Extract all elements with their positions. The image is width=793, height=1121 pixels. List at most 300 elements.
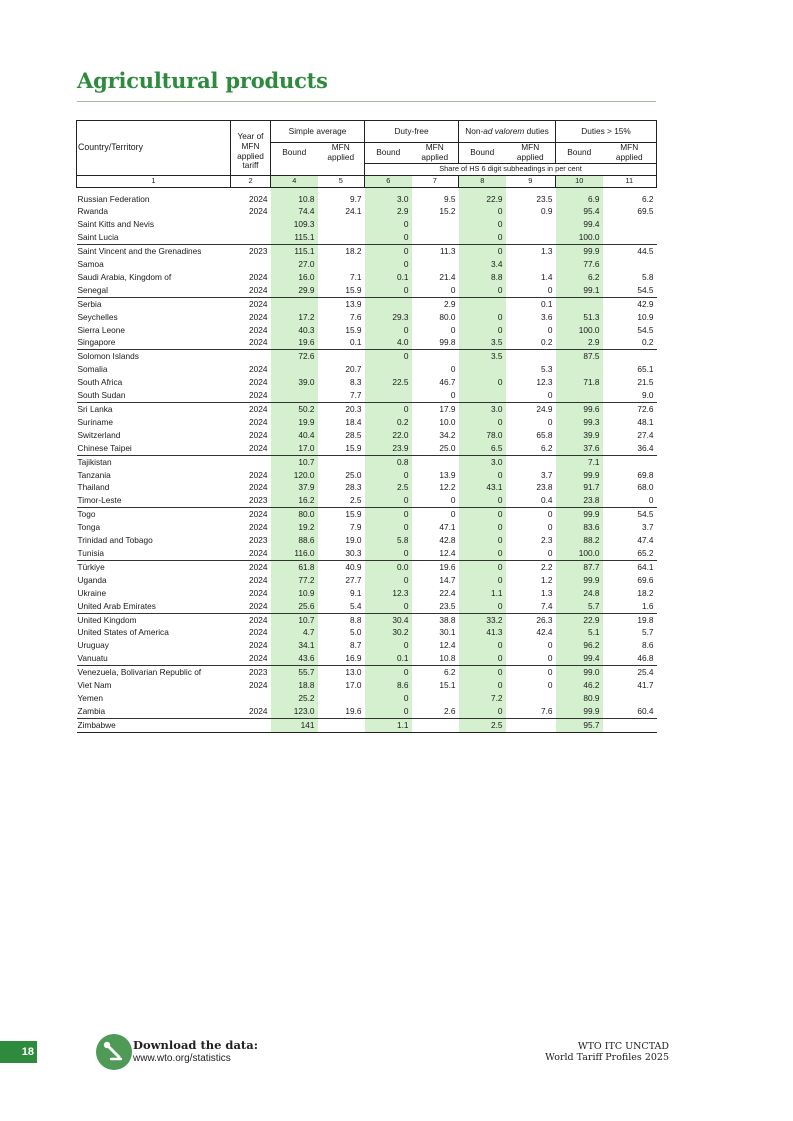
cell-mfn-gt15: 27.4 [637,429,654,440]
table-row [77,587,657,600]
cell-mfn-simple: 0.1 [318,336,365,349]
cell-bound-nav: 0 [459,508,506,521]
cell-bound-nav: 0 [459,679,506,692]
table-row [77,403,657,416]
col-num-6: 6 [365,175,412,187]
cell-mfn-gt15: 42.9 [637,298,654,309]
cell-bound-simple: 29.9 [271,284,318,297]
cell-mfn-dutyfree [412,258,459,271]
cell-mfn-dutyfree: 99.8 [412,336,459,349]
header-year-of: Year of [231,121,271,143]
cell-mfn-nav: 0.2 [506,336,556,349]
cell-mfn-gt15: 9.0 [603,389,657,402]
cell-bound-dutyfree: 22.5 [365,376,412,389]
cell-bound-dutyfree: 0 [365,231,412,244]
cell-year: 2024 [249,364,268,375]
cell-mfn-gt15: 68.0 [637,482,654,493]
cell-mfn-gt15: 41.7 [637,680,654,691]
cell-mfn-simple: 28.3 [345,482,362,493]
cell-mfn-simple: 13.9 [345,298,362,309]
cell-bound-gt15 [556,363,603,376]
cell-mfn-simple: 20.7 [345,364,362,375]
table-row [77,218,657,231]
cell-year: 2024 [249,627,268,638]
cell-bound-dutyfree: 0 [365,705,412,718]
cell-mfn-gt15: 3.7 [641,522,654,533]
col-num-9: 9 [506,175,556,187]
cell-year: 2024 [249,614,268,625]
table-row [77,284,657,297]
cell-mfn-dutyfree [412,218,459,231]
cell-bound-simple: 10.7 [271,613,318,626]
cell-country: Tunisia [77,547,231,560]
cell-bound-dutyfree: 0 [365,469,412,482]
table-row [77,324,657,337]
cell-bound-nav: 0 [459,376,506,389]
table-row [77,297,657,310]
cell-mfn-gt15: 0.2 [603,336,657,349]
cell-country: Zambia [77,705,231,718]
cell-mfn-gt15: 8.6 [641,640,654,651]
cell-mfn-dutyfree [412,350,459,363]
cell-mfn-simple: 40.9 [345,561,362,572]
cell-mfn-dutyfree [412,692,459,705]
cell-year [231,231,271,244]
table-row [77,639,657,652]
cell-mfn-gt15: 5.8 [641,271,654,282]
cell-mfn-dutyfree: 10.0 [439,416,456,427]
cell-mfn-gt15: 10.9 [637,311,654,322]
cell-bound-nav: 2.5 [459,718,506,732]
cell-bound-nav: 3.5 [459,336,506,349]
cell-bound-nav: 0 [459,245,506,258]
cell-country: Türkiye [77,561,105,572]
cell-bound-gt15: 99.9 [556,469,603,482]
cell-mfn-nav: 2.3 [540,535,553,546]
cell-bound-nav: 41.3 [459,626,506,639]
cell-bound-nav: 0 [459,521,506,534]
cell-bound-gt15: 37.6 [556,442,603,455]
cell-mfn-simple [318,218,365,231]
cell-bound-nav [459,363,506,376]
cell-bound-gt15: 5.1 [556,626,603,639]
cell-country: Yemen [77,692,104,703]
cell-country: Uganda [77,574,107,585]
cell-bound-simple: 37.9 [271,481,318,494]
cell-mfn-gt15: 18.2 [637,587,654,598]
cell-year: 2024 [249,469,268,480]
cell-mfn-simple: 19.6 [318,705,365,718]
cell-country: Sri Lanka [77,404,113,414]
cell-mfn-gt15: 65.1 [637,364,654,375]
cell-bound-gt15: 99.6 [556,403,603,416]
cell-bound-simple: 109.3 [271,218,318,231]
cell-bound-simple: 116.0 [271,547,318,560]
col-num-4: 4 [271,175,318,187]
cell-bound-dutyfree: 0.0 [365,560,412,573]
cell-mfn-dutyfree: 42.8 [439,535,456,546]
cell-mfn-gt15: 47.4 [637,535,654,546]
table-row [77,429,657,442]
cell-bound-gt15: 95.7 [556,718,603,732]
table-row [77,494,657,507]
download-icon[interactable] [95,1033,133,1071]
cell-bound-dutyfree: 0.1 [365,652,412,665]
cell-year: 2024 [249,404,268,414]
cell-bound-nav: 22.9 [459,193,506,206]
cell-mfn-dutyfree: 34.2 [439,429,456,440]
cell-bound-dutyfree: 0 [365,258,412,271]
cell-mfn-nav: 1.3 [540,587,553,598]
cell-bound-simple [271,389,318,402]
cell-bound-gt15: 87.7 [556,560,603,573]
table-row [77,231,657,244]
cell-bound-nav: 0 [459,231,506,244]
cell-mfn-simple: 28.5 [345,429,362,440]
cell-year [231,350,271,363]
header-duties-over-15: Duties > 15% [556,121,657,143]
cell-bound-simple: 61.8 [271,560,318,573]
cell-mfn-nav: 0 [547,640,553,651]
cell-mfn-dutyfree: 22.4 [439,587,456,598]
cell-country: United Arab Emirates [77,600,231,613]
cell-bound-nav: 0 [459,218,506,231]
cell-mfn-dutyfree: 21.4 [439,271,456,282]
cell-mfn-simple: 7.7 [318,389,365,402]
cell-bound-nav: 3.0 [459,403,506,416]
cell-bound-simple: 50.2 [271,403,318,416]
cell-bound-gt15: 88.2 [556,534,603,547]
cell-mfn-nav: 3.7 [540,469,553,480]
cell-bound-nav [459,297,506,310]
cell-year [231,455,271,468]
cell-mfn-gt15: 0 [603,494,657,507]
cell-mfn-gt15: 36.4 [603,442,657,455]
cell-bound-dutyfree: 23.9 [365,442,412,455]
cell-bound-dutyfree: 0 [365,521,412,534]
cell-bound-simple: 25.6 [271,600,318,613]
page-title: Agricultural products [77,68,328,93]
cell-mfn-simple: 15.9 [318,442,365,455]
cell-mfn-dutyfree: 9.5 [443,193,456,204]
cell-bound-simple: 19.6 [271,336,318,349]
cell-year: 2024 [249,298,268,309]
cell-mfn-gt15: 54.5 [637,509,654,520]
cell-bound-nav: 43.1 [459,481,506,494]
cell-bound-gt15: 96.2 [556,639,603,652]
cell-mfn-simple [318,350,365,363]
cell-bound-simple [271,297,318,310]
cell-bound-simple: 19.2 [271,521,318,534]
table-row [77,258,657,271]
cell-bound-nav: 0 [459,574,506,587]
cell-bound-simple: 40.4 [271,429,318,442]
cell-bound-nav: 7.2 [459,692,506,705]
cell-mfn-simple: 15.9 [345,509,362,520]
cell-bound-simple: 120.0 [271,469,318,482]
cell-bound-simple: 55.7 [271,666,318,679]
cell-mfn-nav: 7.4 [506,600,556,613]
cell-bound-nav: 0 [459,205,506,218]
cell-bound-simple: 40.3 [271,324,318,337]
cell-year: 2024 [249,324,268,335]
cell-mfn-gt15: 60.4 [603,705,657,718]
cell-country: Trinidad and Tobago [77,535,153,546]
cell-bound-gt15: 99.0 [556,666,603,679]
cell-mfn-dutyfree: 14.7 [439,574,456,585]
cell-country: Sierra Leone [77,324,126,335]
cell-mfn-nav: 0 [547,324,553,335]
cell-year: 2023 [249,667,268,678]
cell-bound-dutyfree: 0 [365,403,412,416]
cell-mfn-simple [318,258,365,271]
cell-mfn-gt15: 44.5 [637,246,654,257]
cell-bound-dutyfree: 4.0 [365,336,412,349]
cell-mfn-dutyfree: 12.4 [439,640,456,651]
cell-year: 2024 [249,482,268,493]
cell-bound-dutyfree: 30.4 [365,613,412,626]
cell-bound-gt15: 5.7 [556,600,603,613]
cell-bound-nav: 0 [459,666,506,679]
cell-mfn-nav: 7.6 [506,705,556,718]
cell-bound-gt15: 87.5 [556,350,603,363]
cell-mfn-gt15 [603,455,657,468]
col-num-7: 7 [412,175,459,187]
cell-year: 2024 [231,442,271,455]
cell-mfn-gt15 [603,231,657,244]
cell-bound-nav: 3.5 [459,350,506,363]
cell-country: Saint Lucia [77,231,231,244]
cell-year: 2024 [249,271,268,282]
cell-mfn-gt15 [603,718,657,732]
cell-bound-gt15: 51.3 [556,311,603,324]
cell-mfn-gt15: 46.8 [603,652,657,665]
cell-year: 2024 [231,284,271,297]
cell-year: 2024 [249,574,268,585]
cell-mfn-dutyfree: 17.9 [439,404,456,414]
publication-info [545,1041,669,1063]
cell-bound-gt15: 80.9 [556,692,603,705]
cell-bound-dutyfree: 5.8 [365,534,412,547]
table-row [77,692,657,705]
cell-mfn-nav: 65.8 [536,429,553,440]
cell-country: Venezuela, Bolivarian Republic of [77,667,202,678]
cell-bound-dutyfree: 29.3 [365,311,412,324]
cell-mfn-simple: 18.4 [345,416,362,427]
cell-country: Solomon Islands [77,351,139,362]
cell-mfn-nav [506,231,556,244]
title-divider [77,101,656,102]
cell-bound-dutyfree [365,363,412,376]
cell-year: 2024 [249,206,268,217]
cell-year: 2024 [249,311,268,322]
table-row [77,652,657,665]
cell-mfn-simple: 15.9 [318,284,365,297]
cell-mfn-simple: 9.7 [349,193,362,204]
cell-mfn-simple: 5.0 [349,627,362,638]
table-row [77,245,657,258]
cell-bound-simple: 39.0 [271,376,318,389]
cell-mfn-nav: 0 [506,389,556,402]
cell-bound-dutyfree: 2.5 [365,481,412,494]
cell-bound-nav: 0 [459,469,506,482]
cell-mfn-nav: 24.9 [536,404,553,414]
header-country: Country/Territory [77,121,231,176]
cell-mfn-dutyfree: 0 [412,284,459,297]
cell-country: Serbia [77,298,102,309]
cell-mfn-gt15: 69.6 [637,574,654,585]
table-row [77,718,657,732]
cell-year: 2023 [249,246,268,257]
cell-bound-simple: 72.6 [271,350,318,363]
table-row [77,205,657,218]
table-row [77,271,657,284]
cell-mfn-dutyfree [412,455,459,468]
cell-country: Saudi Arabia, Kingdom of [77,271,172,282]
cell-bound-gt15: 99.1 [556,284,603,297]
cell-mfn-simple: 2.5 [318,494,365,507]
cell-mfn-simple [318,455,365,468]
table-row [77,363,657,376]
cell-mfn-simple: 8.7 [349,640,362,651]
cell-mfn-gt15 [603,218,657,231]
cell-bound-dutyfree: 2.9 [365,205,412,218]
cell-year [231,218,271,231]
cell-mfn-dutyfree: 25.0 [412,442,459,455]
cell-year [231,258,271,271]
cell-bound-nav: 0 [459,416,506,429]
cell-mfn-nav: 0 [547,680,553,691]
table-row [77,547,657,560]
cell-mfn-dutyfree: 46.7 [439,377,456,388]
cell-bound-nav: 0 [459,560,506,573]
cell-bound-gt15: 99.9 [556,508,603,521]
cell-mfn-nav: 0 [506,547,556,560]
cell-country: Tajikistan [77,456,112,467]
cell-bound-gt15: 100.0 [556,324,603,337]
col-num-2: 2 [231,175,271,187]
table-row [77,455,657,468]
cell-mfn-simple: 5.4 [318,600,365,613]
cell-mfn-nav: 0 [506,652,556,665]
cell-year: 2024 [249,429,268,440]
cell-bound-gt15: 7.1 [556,455,603,468]
cell-bound-gt15: 100.0 [556,231,603,244]
cell-country: Somalia [77,364,108,375]
cell-mfn-gt15: 54.5 [603,284,657,297]
cell-bound-nav: 78.0 [459,429,506,442]
cell-bound-simple: 19.9 [271,416,318,429]
cell-mfn-nav [506,455,556,468]
cell-country: Seychelles [77,311,118,322]
cell-bound-nav: 0 [459,324,506,337]
cell-bound-gt15: 39.9 [556,429,603,442]
download-link[interactable]: www.wto.org/statistics [133,1053,231,1064]
cell-bound-gt15: 99.4 [556,218,603,231]
table-row [77,193,657,206]
cell-bound-gt15 [556,297,603,310]
col-num-10: 10 [556,175,603,187]
tariff-table-container [76,120,656,733]
cell-bound-dutyfree: 0 [365,284,412,297]
cell-bound-gt15: 24.8 [556,587,603,600]
cell-bound-simple: 25.2 [271,692,318,705]
cell-mfn-gt15: 5.7 [641,627,654,638]
cell-year: 2024 [231,705,271,718]
cell-country: South Africa [77,377,123,388]
cell-bound-nav: 0 [459,311,506,324]
cell-country: Saint Vincent and the Grenadines [77,246,202,257]
cell-bound-dutyfree: 0.2 [365,416,412,429]
publisher: WTO ITC UNCTAD [577,1041,669,1052]
cell-mfn-gt15: 1.6 [603,600,657,613]
cell-bound-simple: 141 [271,718,318,732]
cell-bound-nav: 0 [459,600,506,613]
cell-bound-gt15: 71.8 [556,376,603,389]
table-row [77,336,657,349]
cell-mfn-nav: 42.4 [536,627,553,638]
cell-bound-nav: 0 [459,639,506,652]
cell-mfn-nav: 1.2 [540,574,553,585]
cell-mfn-nav: 0 [547,509,553,520]
table-row [77,311,657,324]
cell-mfn-gt15: 72.6 [637,404,654,414]
cell-year: 2024 [231,600,271,613]
cell-country: Tonga [77,522,101,533]
cell-mfn-dutyfree: 0 [450,509,456,520]
cell-mfn-simple: 27.7 [345,574,362,585]
cell-mfn-nav: 0 [547,416,553,427]
cell-mfn-simple: 24.1 [345,206,362,217]
cell-year: 2024 [249,587,268,598]
cell-year: 2024 [231,389,271,402]
cell-country: Togo [77,509,96,520]
cell-mfn-nav: 1.3 [540,246,553,257]
cell-mfn-simple: 13.0 [345,667,362,678]
table-header [77,121,657,193]
cell-mfn-dutyfree: 12.2 [439,482,456,493]
cell-mfn-gt15: 48.1 [637,416,654,427]
cell-bound-nav: 0 [459,705,506,718]
col-num-8: 8 [459,175,506,187]
cell-mfn-nav: 0 [547,667,553,678]
cell-mfn-dutyfree [412,718,459,732]
cell-year: 2024 [249,377,268,388]
col-num-11: 11 [603,175,657,187]
cell-bound-dutyfree: 0 [365,508,412,521]
cell-country: Timor-Leste [77,494,231,507]
cell-bound-gt15: 6.9 [556,193,603,206]
table-row [77,600,657,613]
cell-mfn-dutyfree: 47.1 [439,522,456,533]
cell-bound-gt15: 91.7 [556,481,603,494]
cell-bound-gt15: 77.6 [556,258,603,271]
cell-mfn-dutyfree [412,231,459,244]
header-duty-free: Duty-free [365,121,459,143]
cell-mfn-simple [318,718,365,732]
cell-bound-dutyfree: 0 [365,692,412,705]
cell-year: 2023 [249,535,268,546]
table-row [77,705,657,718]
cell-mfn-nav: 1.4 [540,271,553,282]
cell-mfn-nav: 26.3 [536,614,553,625]
cell-bound-simple: 88.6 [271,534,318,547]
cell-mfn-dutyfree: 2.6 [412,705,459,718]
cell-mfn-gt15: 19.8 [637,614,654,625]
header-bound-nav: Bound [459,142,506,163]
cell-mfn-gt15: 69.5 [637,206,654,217]
cell-mfn-dutyfree: 10.8 [412,652,459,665]
